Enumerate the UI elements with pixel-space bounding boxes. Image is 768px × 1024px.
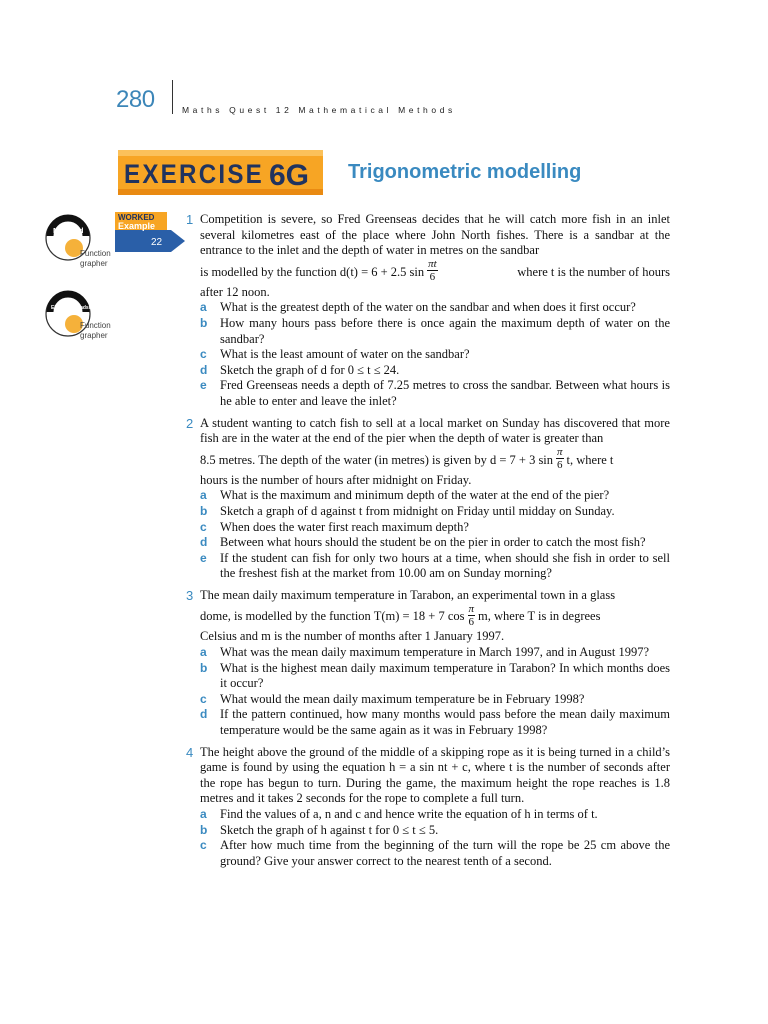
question-number: 2 [186,415,194,431]
part-a: a What is the greatest depth of the water on the sandbar and when does it first occur? [200,300,636,315]
part-a: a Find the values of a, n and c and hence write the equation of h in terms of t. [200,807,598,821]
part-e: e Fred Greenseas needs a depth of 7.25 metres to cross the sandbar. Between what hours is he able to enter and leave the inlet? [200,378,670,408]
part-b: b Sketch the graph of h against t for 0 ≤ t ≤ 5. [200,822,439,837]
svg-text:Example: Example [118,221,156,231]
part-c: c What would the mean daily maximum temperature be in February 1998? [200,691,585,706]
part-b: b How many hours pass before there is once again the maximum depth of water on the sandbar? [200,315,670,346]
svg-text:Mathcad: Mathcad [53,226,84,235]
part-c: c What is the least amount of water on the sandbar? [200,347,470,362]
question-stem: The height above the ground of the middle of a skipping rope as it is being turned in a child’s game is found by using the equation h = a sin nt + c, where t is the number of seconds after the rope has begun to turn. During the game, the maximum height the rope reaches is 1.8 metres and it takes 2 seconds for the rope to complete a full turn. [200,744,670,806]
question-number: 1 [186,212,194,227]
part-a: a What was the mean daily maximum temperature in March 1997, and in August 1997? [200,645,650,660]
question-3 [186,588,670,739]
function-grapher-label-2: Function grapher [80,321,111,340]
exercise-code: 6G [269,159,310,192]
question-2 [186,416,670,582]
part-b: b Sketch a graph of d against t from midnight on Friday until midday on Sunday. [200,503,615,518]
page-number: 280 [116,86,155,113]
worked-example-tag[interactable] [115,212,185,252]
question-parts [200,488,670,582]
exercise-banner [118,150,323,195]
question-1 [186,212,670,410]
question-number: 3 [186,587,194,603]
part-d: d If the pattern continued, how many months would pass before the mean daily maximum temperature would be the same again as it was in February 1998? [200,707,670,738]
part-c: c After how much time from the beginning of the turn will the rope be 25 cm above the ground? Give your answer correct to the nearest tenth of a second. [200,838,670,868]
question-parts [200,300,670,409]
svg-text:EXCEL Spreadsheet: EXCEL Spreadsheet [51,305,99,311]
exercise-word: EXERCISE [124,159,264,189]
function-grapher-label-1: Function grapher [80,249,111,268]
exercise-title: Trigonometric modelling [348,161,582,183]
exercise-questions [186,212,670,875]
running-head: Maths Quest 12 Mathematical Methods [182,105,456,115]
question-parts [200,807,670,869]
header-divider [172,80,173,114]
question-parts [200,645,670,739]
svg-text:22: 22 [151,237,163,248]
part-a: a What is the maximum and minimum depth of the water at the end of the pier? [200,488,610,503]
question-4 [186,745,670,870]
part-e: e If the student can fish for only two hours at a time, when should she fish in order to sell the freshest fish at the market from 10.00 am on Sunday morning? [200,550,670,581]
part-d: d Sketch the graph of d for 0 ≤ t ≤ 24. [200,362,400,377]
question-stem: Competition is severe, so Fred Greenseas decides that he will catch more fish in an inlet several kilometres east of the place where John North fishes. There is a sandbar at the entrance to the inlet and the depth of water in metres on the sandbar is modelled by the function d(t) = 6 + 2.5 sin $\frac{\pi t}{6}$ where t is the number of hours after 12 noon. [200,212,670,299]
svg-text:WORKED: WORKED [118,213,155,222]
part-d: d Between what hours should the student be on the pier in order to catch the most fish? [200,535,646,550]
question-stem: A student wanting to catch fish to sell at a local market on Sunday has discovered that more fish are in the water at the end of the pier when the depth of water is greater than 8.5 metres. The depth of the water (in metres) is given by d = 7 + 3 sin $\frac{\pi}{6}$ t, where t hours is the number of hours after midnight on Friday. [200,415,670,487]
part-c: c When does the water first reach maximum depth? [200,519,469,534]
part-b: b What is the highest mean daily maximum temperature in Tarabon? In which months does it occur? [200,660,670,691]
question-stem: The mean daily maximum temperature in Tarabon, an experimental town in a glass dome, is modelled by the function T(m) = 18 + 7 cos $\frac{\pi}{6}$ m, where T is in degrees Celsius and m is the number of months after 1 January 1997. [200,587,616,644]
question-number: 4 [186,744,194,760]
